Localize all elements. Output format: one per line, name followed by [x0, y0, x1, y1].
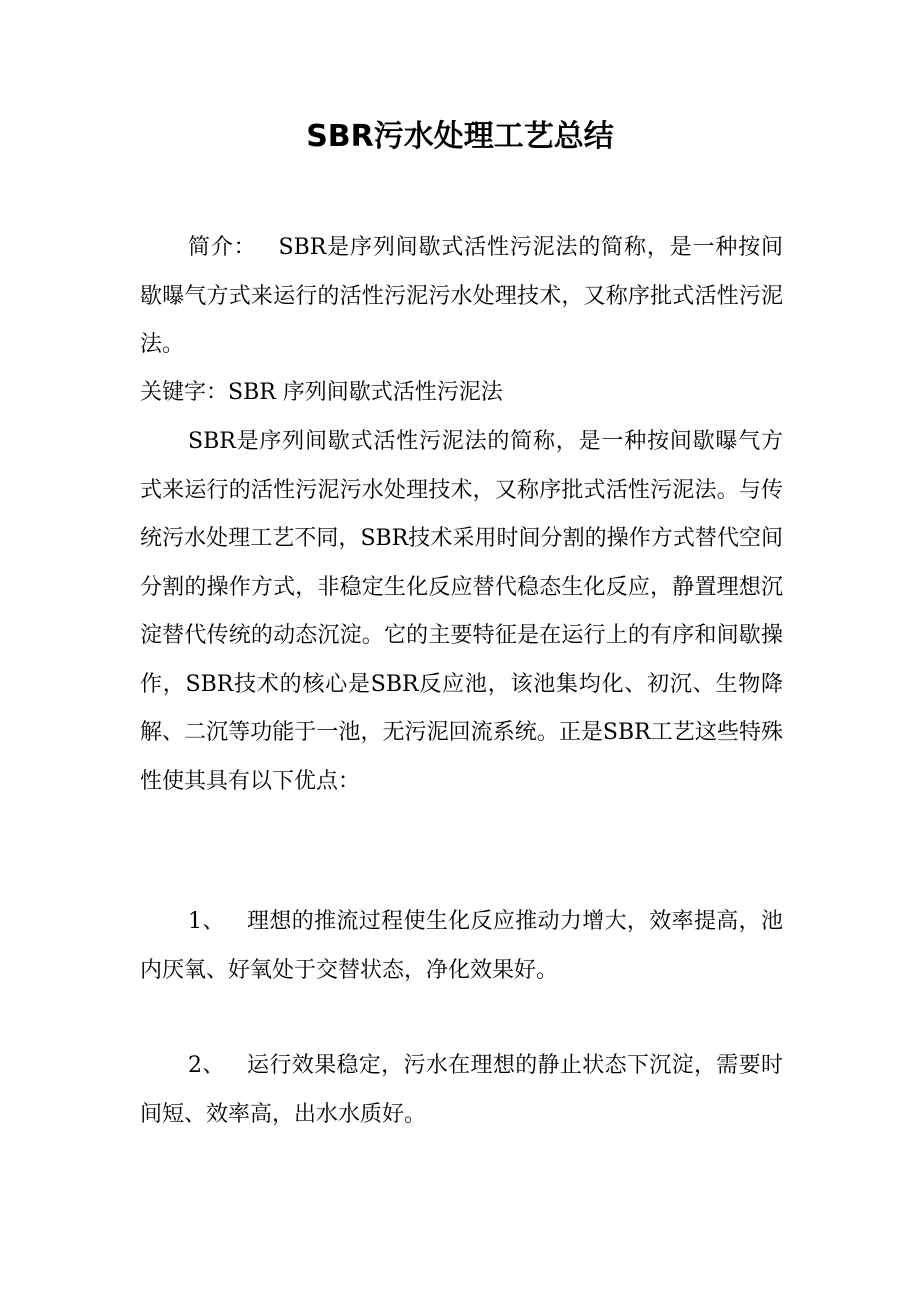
intro-label: 简介： — [188, 235, 257, 260]
keywords-label: 关键字： — [140, 380, 229, 405]
advantage-text-1: 理想的推流过程使生化反应推动力增大，效率提高，池内厌氧、好氧处于交替状态，净化效果好。 — [140, 909, 783, 983]
advantage-number-1: 1、 — [188, 909, 225, 934]
advantage-text-2: 运行效果稳定，污水在理想的静止状态下沉淀，需要时间短、效率高，出水水质好。 — [140, 1053, 783, 1127]
body-paragraph: SBR是序列间歇式活性污泥法的简称，是一种按间歇曝气方式来运行的活性污泥污水处理技术，又称序批式活性污泥法。与传统污水处理工艺不同，SBR技术采用时间分割的操作方式替代空间分割的操作方式，非稳定生化反应替代稳态生化反应，静置理想沉淀替代传统的动态沉淀。它的主要特征是在运行上的有序和间歇操作，SBR技术的核心是SBR反应池，该池集均化、初沉、生物降解、二沉等功能于一池，无污泥回流系统。正是SBR工艺这些特殊性使其具有以下优点： — [140, 429, 783, 794]
document-title: SBR污水处理工艺总结 — [306, 119, 614, 154]
intro-text: SBR是序列间歇式活性污泥法的简称，是一种按间歇曝气方式来运行的活性污泥污水处理技术，又称序批式活性污泥法。 — [140, 235, 783, 357]
advantage-item-2 — [140, 1042, 783, 1139]
advantage-number-2: 2、 — [188, 1053, 225, 1078]
intro-paragraph — [140, 224, 783, 370]
advantage-item-1 — [140, 898, 783, 995]
keywords-text: SBR 序列间歇式活性污泥法 — [228, 380, 503, 405]
keywords-paragraph — [140, 369, 783, 418]
